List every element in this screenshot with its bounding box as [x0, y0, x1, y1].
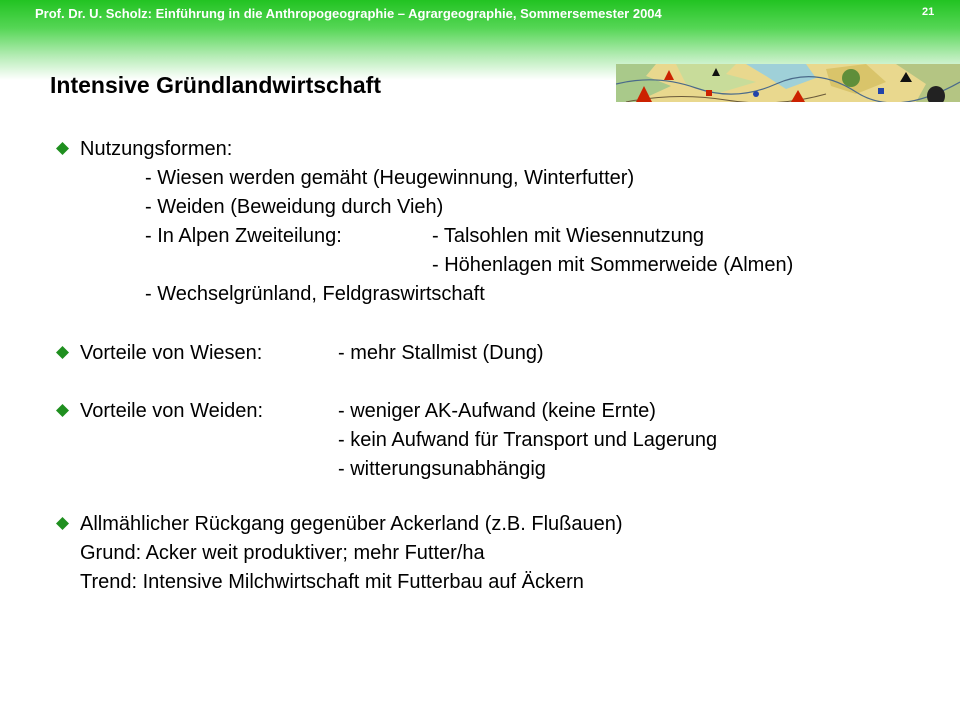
section-label-vorteile-weiden: Vorteile von Weiden:	[80, 400, 264, 422]
section-label-nutzungsformen: Nutzungsformen:	[80, 138, 233, 160]
bullet-diamond-icon	[56, 346, 69, 359]
bullet-diamond-icon	[56, 404, 69, 417]
bullet-diamond-icon	[56, 517, 69, 530]
list-item: - witterungsunabhängig	[338, 458, 546, 480]
page-number: 21	[922, 6, 935, 18]
list-item: - Weiden (Beweidung durch Vieh)	[145, 196, 444, 218]
header-text: Prof. Dr. U. Scholz: Einführung in die Anthropogeographie – Agrargeographie, Sommersemester 2004	[35, 6, 662, 21]
text-line-trend: Trend: Intensive Milchwirtschaft mit Futterbau auf Äckern	[80, 571, 584, 593]
list-item: - Wiesen werden gemäht (Heugewinnung, Winterfutter)	[145, 167, 635, 189]
slide-title: Intensive Gründlandwirtschaft	[50, 72, 381, 98]
section-label-rueckgang: Allmählicher Rückgang gegenüber Ackerland (z.B. Flußauen)	[80, 513, 623, 535]
list-item: - mehr Stallmist (Dung)	[338, 342, 544, 364]
section-label-vorteile-wiesen: Vorteile von Wiesen:	[80, 342, 263, 364]
bullet-diamond-icon	[56, 142, 69, 155]
list-item: - In Alpen Zweiteilung:	[145, 225, 342, 247]
list-item: - Höhenlagen mit Sommerweide (Almen)	[432, 254, 794, 276]
list-item: - kein Aufwand für Transport und Lagerung	[338, 429, 718, 451]
decorative-map-image	[616, 64, 960, 102]
text-line-grund: Grund: Acker weit produktiver; mehr Futter/ha	[80, 542, 485, 564]
list-item: - Talsohlen mit Wiesennutzung	[432, 225, 704, 247]
list-item: - Wechselgrünland, Feldgraswirtschaft	[145, 283, 485, 305]
list-item: - weniger AK-Aufwand (keine Ernte)	[338, 400, 656, 422]
